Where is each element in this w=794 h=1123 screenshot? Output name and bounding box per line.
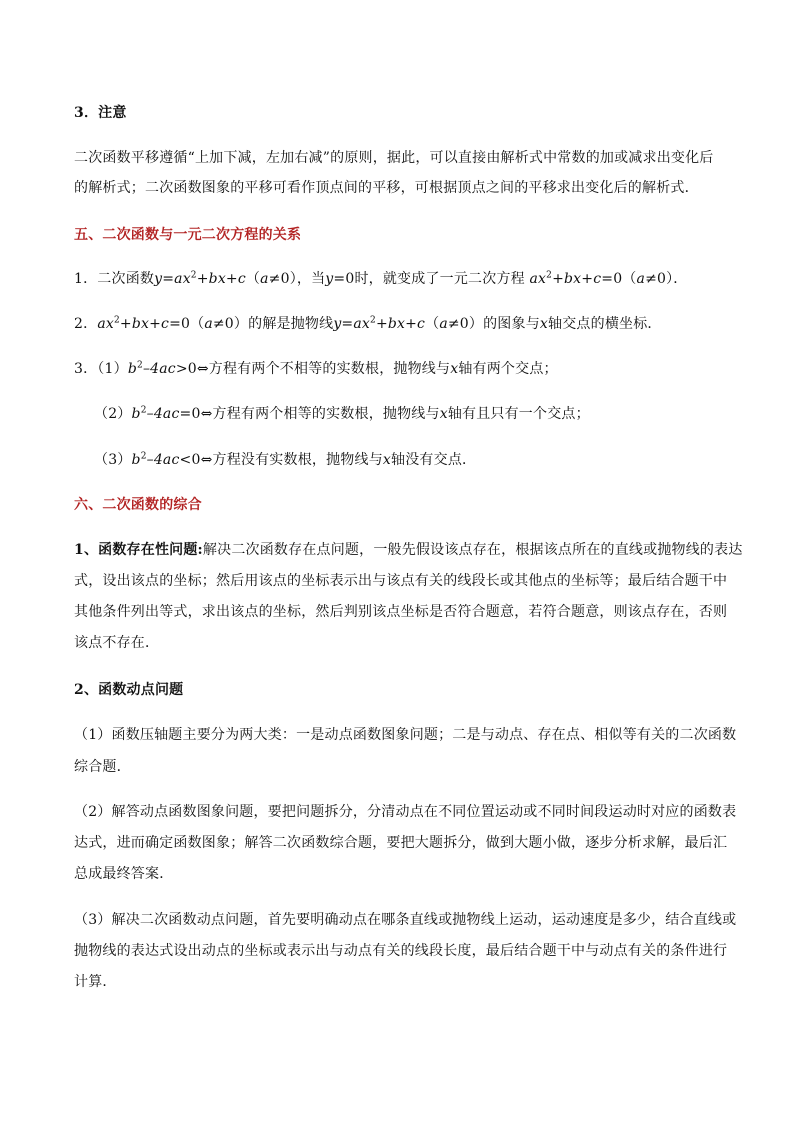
section-6-item-2-para-1-line-1: （1）函数压轴题主要分为两大类：一是动点函数图象问题；二是与动点、存在点、相似等有关的二次函数 (74, 727, 737, 743)
section-6-heading: 六、二次函数的综合 (74, 497, 202, 513)
section-5-item-1: 1．二次函数$y=ax^2+bx+c(a\ne 0)$，当y=0时，就变成了一元二次方程 $ax^2+bx+c=0(a\ne 0)$． (74, 270, 688, 287)
section-6-item-2-para-2-line-2: 达式，进而确定函数图象；解答二次函数综合题，要把大题拆分，做到大题小做，逐步分析求解，最后汇 (74, 835, 728, 851)
section-6-item-2-para-3-line-1: （3）解决二次函数动点问题，首先要明确动点在哪条直线或抛物线上运动，运动速度是多少，结合直线或 (74, 912, 737, 928)
section-5-item-3-case-3: $(3)b^2-4ac<0\Leftrightarrow$方程没有实数根，抛物线与x轴没有交点． (94, 451, 477, 468)
section-3-title: 3．注意 (74, 105, 127, 121)
section-6-item-1-line-4: 该点不存在． (74, 635, 160, 651)
section-6-item-2-title: 2、函数动点问题 (74, 682, 184, 698)
section-6-item-2-para-3-line-3: 计算． (74, 974, 117, 990)
section-5-heading: 五、二次函数与一元二次方程的关系 (74, 227, 302, 243)
section-6-item-2-para-3-line-2: 抛物线的表达式设出动点的坐标或表示出与动点有关的线段长度，最后结合题干中与动点有关的条件进行 (74, 943, 728, 959)
section-6-item-2-para-1-line-2: 综合题． (74, 759, 131, 775)
section-6-item-1-line-2: 式，设出该点的坐标；然后用该点的坐标表示出与该点有关的线段长或其他点的坐标等；最后结合题干中 (74, 573, 728, 589)
section-6-item-1-line-3: 其他条件列出等式，求出该点的坐标，然后判别该点坐标是否符合题意，若符合题意，则该点存在，否则 (74, 604, 728, 620)
section-6-item-2-para-2-line-3: 总成最终答案． (74, 866, 174, 882)
section-6-item-1-label: 1、函数存在性问题: (74, 542, 203, 558)
section-3-paragraph-line-2: 的解析式；二次函数图象的平移可看作顶点间的平移，可根据顶点之间的平移求出变化后的解析式． (74, 180, 699, 196)
section-6-item-2-para-2-line-1: （2）解答动点函数图象问题，要把问题拆分，分清动点在不同位置运动或不同时间段运动时对应的函数表 (74, 804, 737, 820)
section-3-paragraph-line-1: 二次函数平移遵循“上加下减，左加右减”的原则，据此，可以直接由解析式中常数的加或减求出变化后 (74, 150, 714, 166)
section-5-item-3-case-1: 3．$(1)b^2-4ac>0\Leftrightarrow$方程有两个不相等的实数根，抛物线与x轴有两个交点； (74, 360, 558, 377)
section-6-item-1-line-1: 1、函数存在性问题:解决二次函数存在点问题，一般先假设该点存在，根据该点所在的直线或抛物线的表达 (74, 542, 743, 558)
section-5-item-2: 2．$ax^2+bx+c=0(a\ne 0)$的解是抛物线$y=ax^2+bx+c(a\ne 0)$的图象与x轴交点的横坐标． (74, 315, 662, 332)
section-5-item-3-case-2: $(2)b^2-4ac=0\Leftrightarrow$方程有两个相等的实数根，抛物线与x轴有且只有一个交点； (94, 405, 590, 422)
